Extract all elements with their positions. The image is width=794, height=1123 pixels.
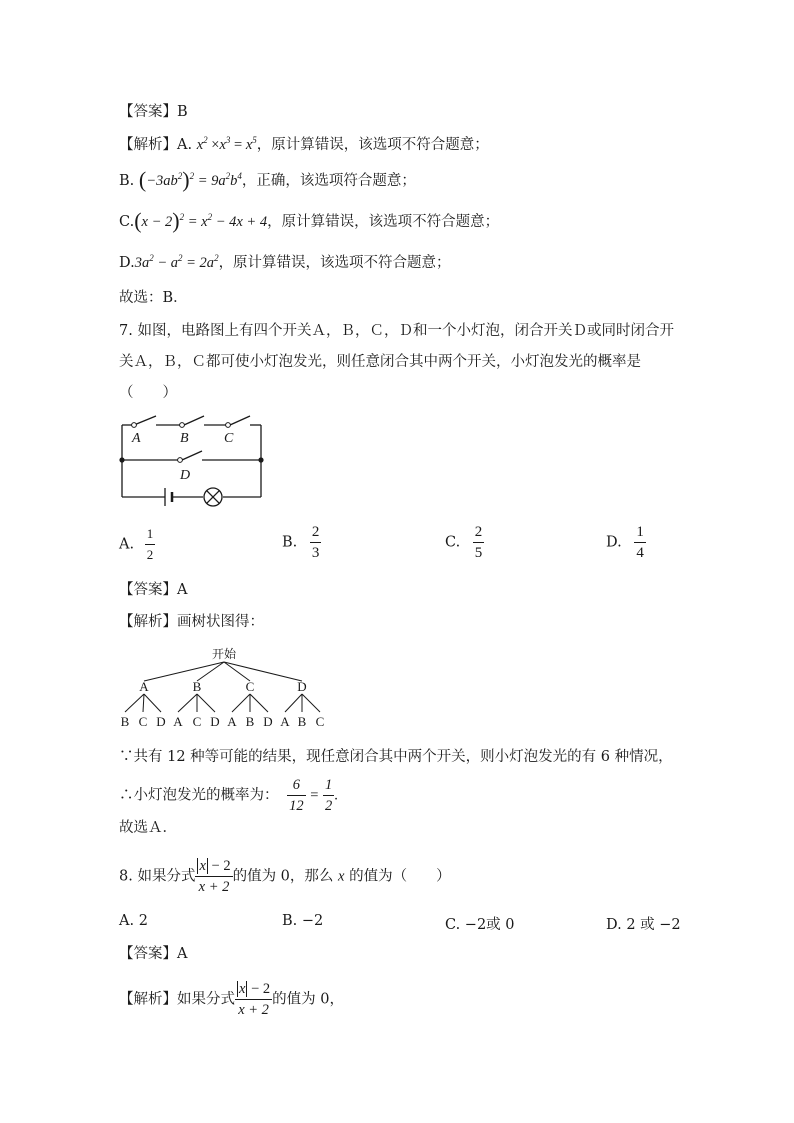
math-expr: $3a^2 - a^2 = 2a^2$ [134,253,219,271]
switch-label-c: C [224,431,234,446]
q8-option-b: B. −2 [282,913,324,929]
tree-diagram [112,640,332,735]
q8-answer: 【答案】A [119,946,188,962]
switch-label-d: D [180,468,191,483]
tree-leaf: A [227,714,237,729]
switch-label-b: B [180,431,189,446]
q6-analysis-d: $D.3a^2 - a^2 = 2a^2$，原计算错误，该选项不符合题意； [119,253,451,271]
switch-b-blade [184,416,204,425]
math-expr: $x^2 \times x^3 = x^5$ [196,135,257,153]
q6-answer: 【答案】B [119,104,188,120]
q6-analysis-b: B. $(-3ab^2)^2 = 9a^2b^4$，正确，该选项符合题意； [119,167,416,192]
switch-a-blade [134,416,156,425]
tree-leaf: C [192,714,202,729]
q7-probability: ∴小灯泡发光的概率为： $\frac{6}{12}$ = $\frac{1}{2}$ . [119,777,338,814]
q6-analysis-c: $C.(x - 2)^2 = x^2 - 4x + 4$，原计算错误，该选项不符合题意； [119,208,500,233]
tree-leaf: A [280,714,290,729]
switch-d-blade [182,451,202,460]
q7-option-a: A. $\frac{1}{2}$ [119,526,154,562]
tree-node: A [139,679,149,694]
tree-leaf: A [173,714,183,729]
tree-root: 开始 [211,647,237,661]
q7-stem-line1: 7. 如图，电路图上有四个开关Ａ，Ｂ，Ｃ，Ｄ和一个小灯泡，闭合开关Ｄ或同时闭合开 [119,323,674,339]
q7-answer: 【答案】A [119,582,188,598]
q7-option-b: B. $\frac{2}{3}$ [282,524,320,561]
math-expr: $(x - 2)^2 = x^2 - 4x + 4$ [134,208,268,233]
q8-stem: 8. 如果分式 $\frac{x - 2}{x + 2}$ 的值为 0，那么 x 的值为（ ） [119,858,451,895]
tree-leaf: C [315,714,325,729]
tree-leaf: D [210,714,220,729]
fraction: $\frac{x - 2}{x + 2}$ [195,856,232,897]
junction-node-right [258,457,263,462]
tree-leaf: D [156,714,166,729]
tree-leaf: D [263,714,273,729]
tree-node: B [192,679,202,694]
switch-label-a: A [132,431,141,446]
math-expr: $(-3ab^2)^2 = 9a^2b^4$ [138,167,242,192]
switch-c-blade [230,416,250,425]
q7-conclusion: 故选Ａ． [119,820,177,836]
q7-option-d: D. $\frac{1}{4}$ [606,524,644,561]
q8-option-d: D. 2 或 −2 [606,917,681,933]
tree-node: D [297,679,307,694]
fraction: $\frac{x - 2}{x + 2}$ [235,979,272,1020]
tree-leaf: B [120,714,130,729]
tree-node: C [245,679,255,694]
q8-option-a: A. 2 [119,913,148,929]
q7-answer-blank: （ ） [119,385,177,401]
tree-leaf: B [245,714,255,729]
q8-analysis: 【解析】如果分式 $\frac{x - 2}{x + 2}$ 的值为 0， [119,981,344,1018]
junction-node-left [119,457,124,462]
q8-option-c: C. −2或 0 [445,917,515,933]
q7-stem-line2: 关Ａ，Ｂ，Ｃ都可使小灯泡发光，则任意闭合其中两个开关，小灯泡发光的概率是 [119,354,641,370]
tree-leaf: B [297,714,307,729]
circuit-diagram [110,405,280,510]
q7-reason: ∵共有 12 种等可能的结果，现任意闭合其中两个开关，则小灯泡发光的有 6 种情况， [119,749,673,765]
q7-option-c: C. $\frac{2}{5}$ [445,524,483,561]
q6-conclusion: 故选：B． [119,290,188,306]
q6-analysis-a: 【解析】A. $x^2 \times x^3 = x^5$，原计算错误，该选项不符合题意； [119,135,489,153]
q7-analysis-intro: 【解析】画树状图得： [119,614,264,630]
tree-leaf: C [138,714,148,729]
